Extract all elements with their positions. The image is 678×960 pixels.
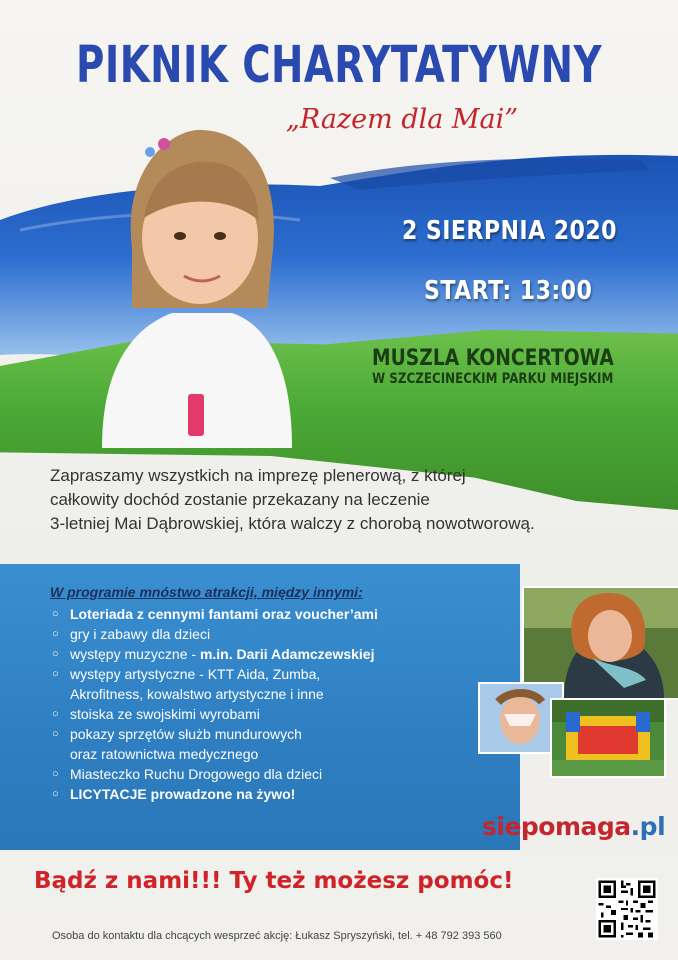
singer-photo [524,588,678,698]
face-painting-photo [480,684,562,752]
program-item: ○ stoiska ze swojskimi wyrobami [50,704,520,724]
event-venue [372,346,627,387]
program-item: ○ Miasteczko Ruchu Drogowego dla dzieci [50,764,520,784]
intro-line: 3-letniej Mai Dąbrowskiej, która walczy z chorobą nowotworową. [50,514,535,533]
girl-photo [92,108,297,448]
program-item: ○ pokazy sprzętów służb mundurowych oraz ratownictwa medycznego [50,724,520,764]
poster-subtitle: „Razem dla Mai” [285,104,519,135]
poster-title: PIKNIK CHARYTATYWNY [76,36,602,95]
intro-paragraph [50,464,650,536]
program-list [50,604,520,804]
program-item: ○ występy artystyczne - KTT Aida, Zumba, Akrofitness, kowalstwo artystyczne i inne [50,664,520,704]
venue-location: W SZCZECINECKIM PARKU MIEJSKIM [372,371,614,387]
program-item: ○ Loteriada z cennymi fantami oraz voucher’ami [50,604,520,624]
program-item: ○ gry i zabawy dla dzieci [50,624,520,644]
intro-line: całkowity dochód zostanie przekazany na leczenie [50,490,430,509]
bouncy-castle-photo [552,700,664,776]
event-start-time: START: 13:00 [424,276,593,306]
event-date: 2 SIERPNIA 2020 [402,216,617,246]
intro-line: Zapraszamy wszystkich na imprezę plenerową, z której [50,466,466,485]
program-item: ○ LICYTACJE prowadzone na żywo! [50,784,520,804]
siepomaga-logo[interactable]: siepomaga.pl [482,812,666,841]
program-heading: W programie mnóstwo atrakcji, między innymi: [50,584,363,600]
qr-code[interactable] [596,878,658,940]
venue-name: MUSZLA KONCERTOWA [372,346,614,371]
call-to-action: Bądź z nami!!! Ty też możesz pomóc! [34,868,514,894]
program-item: ○ występy muzyczne - m.in. Darii Adamczewskiej [50,644,520,664]
contact-info: Osoba do kontaktu dla chcących wesprzeć akcję: Łukasz Spryszyński, tel. + 48 792 393 560 [52,930,502,942]
